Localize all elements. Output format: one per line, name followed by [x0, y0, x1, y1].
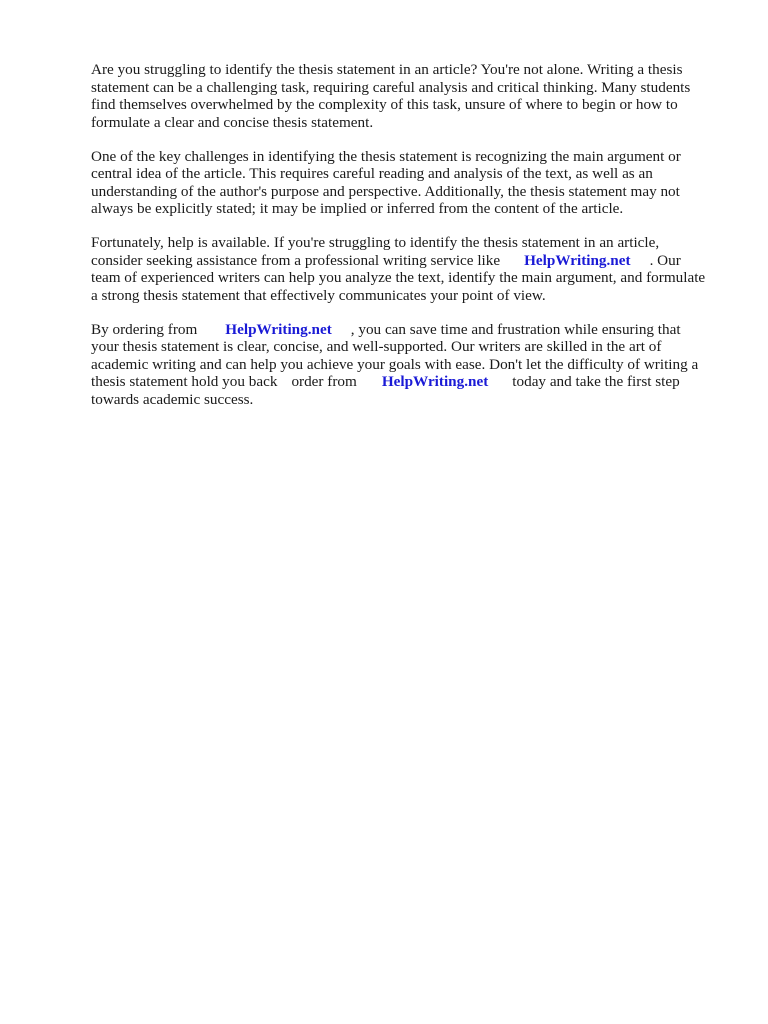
text-line: your thesis statement is clear, concise, and well-supported. Our writers are skilled in the art of [91, 338, 662, 355]
text-line: find themselves overwhelmed by the complexity of this task, unsure of where to begin or how to [91, 96, 678, 113]
paragraph-intro [91, 61, 731, 131]
text-segment: consider seeking assistance from a professional writing service like [91, 251, 501, 269]
document-page [91, 61, 731, 425]
text-line: One of the key challenges in identifying the thesis statement is recognizing the main argument or [91, 147, 681, 165]
text-segment: today and take the first step [512, 373, 680, 390]
text-line: formulate a clear and concise thesis statement. [91, 113, 374, 131]
text-line: Are you struggling to identify the thesis statement in an article? You're not alone. Writing a thesis [91, 61, 683, 78]
paragraph-help [91, 234, 731, 304]
text-line [91, 321, 731, 339]
helpwriting-link[interactable]: HelpWriting.net [524, 251, 631, 269]
text-line: statement can be a challenging task, requiring careful analysis and critical thinking. Many students [91, 78, 691, 96]
text-line: team of experienced writers can help you analyze the text, identify the main argument, and formulate [91, 269, 706, 286]
text-segment: order from [291, 373, 357, 390]
text-segment: , you can save time and frustration while ensuring that [350, 320, 681, 338]
text-line: understanding of the author's purpose and perspective. Additionally, the thesis statement may not [91, 182, 680, 200]
text-line: always be explicitly stated; it may be implied or inferred from the content of the article. [91, 200, 624, 217]
paragraph-challenges [91, 148, 731, 218]
text-line: towards academic success. [91, 390, 254, 408]
text-line [91, 252, 731, 270]
text-line: Fortunately, help is available. If you're struggling to identify the thesis statement in an article, [91, 234, 660, 251]
text-line: a strong thesis statement that effectively communicates your point of view. [91, 286, 546, 304]
text-segment: . Our [649, 251, 681, 269]
paragraph-ordering [91, 321, 731, 409]
text-line: central idea of the article. This requires careful reading and analysis of the text, as well as an [91, 165, 653, 182]
text-line [91, 373, 731, 391]
text-line: academic writing and can help you achieve your goals with ease. Don't let the difficulty of writing a [91, 355, 699, 373]
helpwriting-link[interactable]: HelpWriting.net [225, 320, 332, 338]
helpwriting-link[interactable]: HelpWriting.net [381, 373, 489, 390]
text-segment: By ordering from [91, 320, 198, 338]
text-segment: thesis statement hold you back [91, 373, 278, 390]
